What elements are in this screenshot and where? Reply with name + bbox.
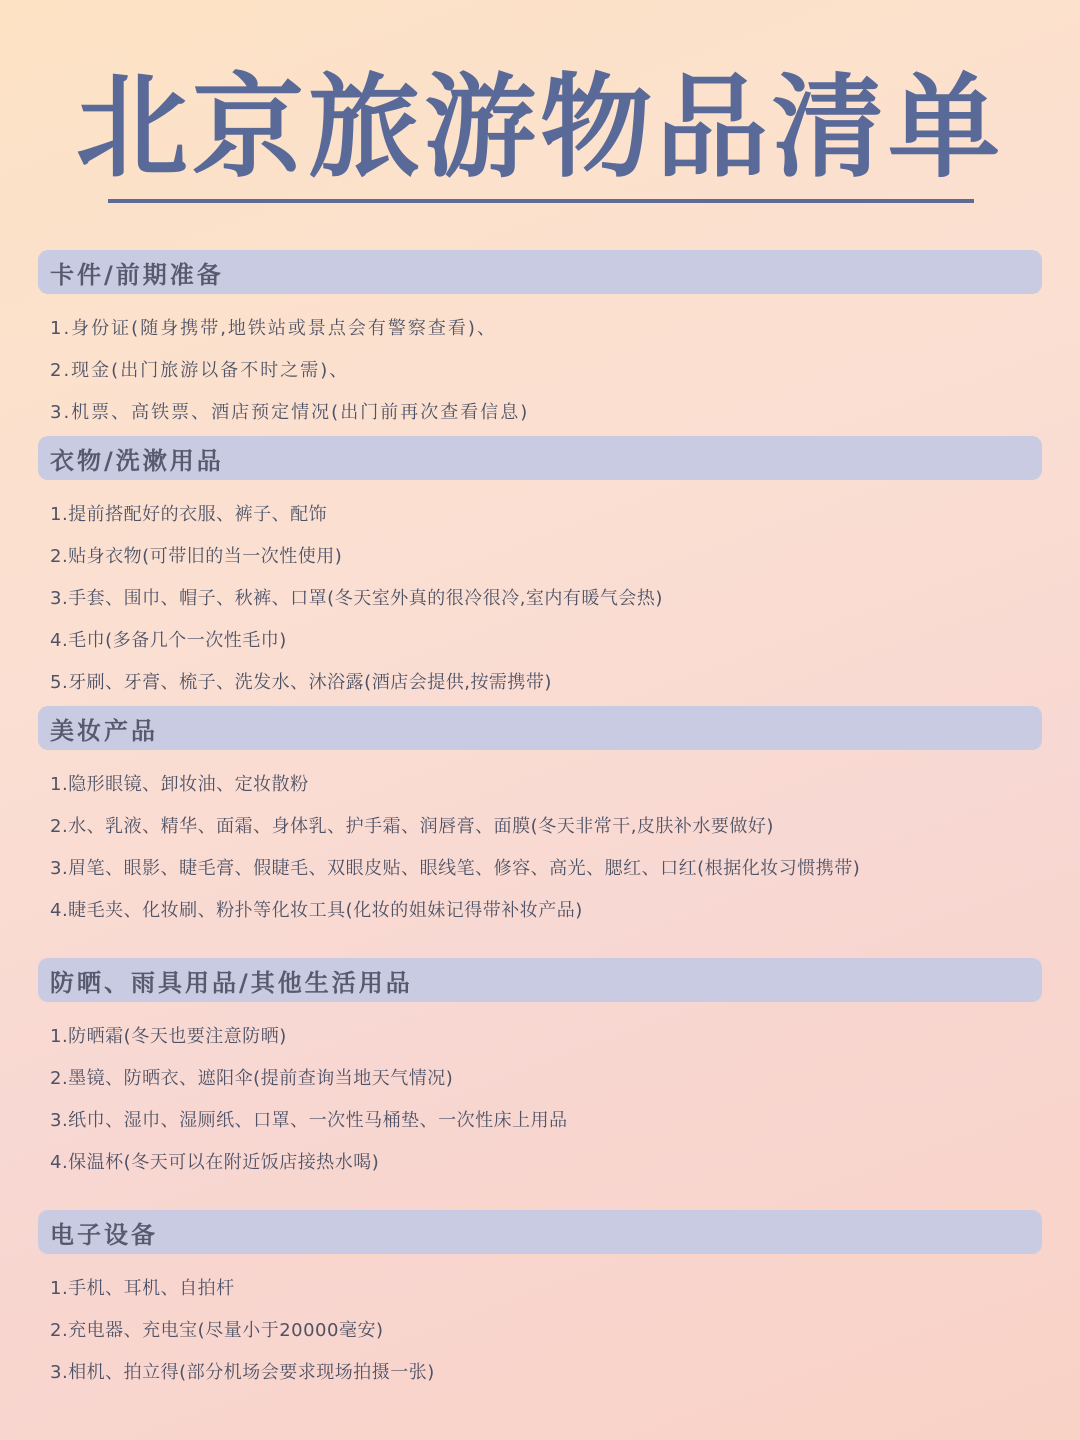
list-item: 2.水、乳液、精华、面霜、身体乳、护手霜、润唇膏、面膜(冬天非常干,皮肤补水要做好): [50, 816, 774, 837]
list-item: 5.牙刷、牙膏、梳子、洗发水、沐浴露(酒店会提供,按需携带): [50, 672, 552, 693]
list-item: 4.保温杯(冬天可以在附近饭店接热水喝): [50, 1152, 380, 1173]
list-item: 2.墨镜、防晒衣、遮阳伞(提前查询当地天气情况): [50, 1068, 454, 1089]
title-underline: [108, 199, 974, 203]
item-list: [38, 480, 1042, 706]
section-header: [38, 706, 1042, 750]
section-sun-rain-daily: [38, 958, 1042, 1210]
section-title: 美妆产品: [50, 716, 158, 745]
section-title: 防晒、雨具用品/其他生活用品: [50, 968, 413, 997]
list-item: 3.相机、拍立得(部分机场会要求现场拍摄一张): [50, 1362, 435, 1383]
item-list: [38, 1254, 1042, 1394]
checklist: [38, 250, 1042, 1394]
item-list: [38, 1002, 1042, 1210]
list-item: 3.手套、围巾、帽子、秋裤、口罩(冬天室外真的很冷很冷,室内有暖气会热): [50, 588, 663, 609]
list-item: 2.现金(出门旅游以备不时之需)、: [50, 360, 350, 381]
list-item: 1.身份证(随身携带,地铁站或景点会有警察查看)、: [50, 318, 497, 339]
list-item: 1.提前搭配好的衣服、裤子、配饰: [50, 504, 328, 525]
page-title: 北京旅游物品清单: [76, 63, 1004, 193]
section-header: [38, 250, 1042, 294]
list-item: 2.贴身衣物(可带旧的当一次性使用): [50, 546, 343, 567]
list-item: 4.睫毛夹、化妆刷、粉扑等化妆工具(化妆的姐妹记得带补妆产品): [50, 900, 583, 921]
list-item: 3.机票、高铁票、酒店预定情况(出门前再次查看信息): [50, 402, 530, 423]
section-cosmetics: [38, 706, 1042, 958]
list-item: 1.手机、耳机、自拍杆: [50, 1278, 235, 1299]
section-title: 电子设备: [50, 1220, 158, 1249]
list-item: 1.防晒霜(冬天也要注意防晒): [50, 1026, 287, 1047]
list-item: 2.充电器、充电宝(尽量小于20000毫安): [50, 1320, 384, 1341]
item-list: [38, 294, 1042, 436]
list-item: 1.隐形眼镜、卸妆油、定妆散粉: [50, 774, 309, 795]
list-item: 3.眉笔、眼影、睫毛膏、假睫毛、双眼皮贴、眼线笔、修容、高光、腮红、口红(根据化妆习惯携带): [50, 858, 861, 879]
section-header: [38, 958, 1042, 1002]
item-list: [38, 750, 1042, 958]
title-area: [0, 60, 1080, 196]
section-header: [38, 1210, 1042, 1254]
list-item: 4.毛巾(多备几个一次性毛巾): [50, 630, 287, 651]
section-electronics: [38, 1210, 1042, 1394]
section-clothing-toiletries: [38, 436, 1042, 706]
section-title: 卡件/前期准备: [50, 260, 224, 289]
section-title: 衣物/洗漱用品: [50, 446, 224, 475]
section-documents: [38, 250, 1042, 436]
section-header: [38, 436, 1042, 480]
list-item: 3.纸巾、湿巾、湿厕纸、口罩、一次性马桶垫、一次性床上用品: [50, 1110, 568, 1131]
